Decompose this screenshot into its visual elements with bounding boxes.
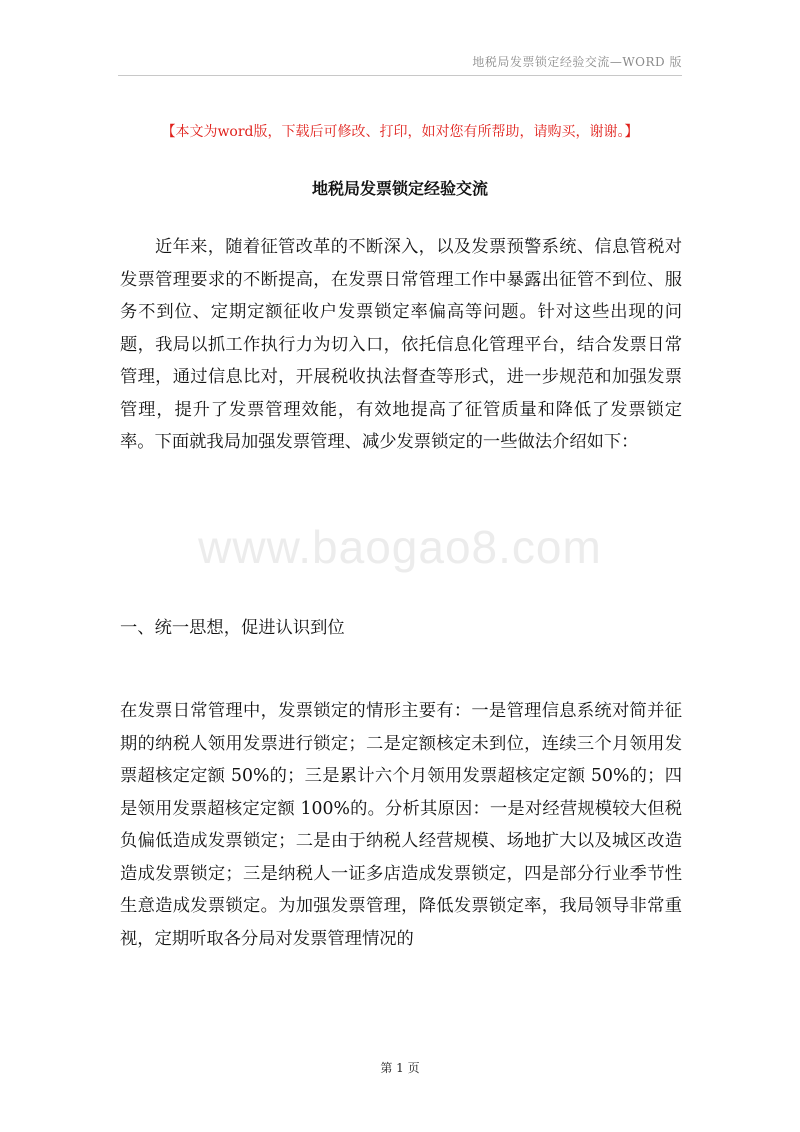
- download-notice: 【本文为word版，下载后可修改、打印，如对您有所帮助，请购买，谢谢。】: [161, 124, 639, 140]
- header-divider: [118, 75, 682, 76]
- intro-paragraph: 近年来，随着征管改革的不断深入，以及发票预警系统、信息管税对发票管理要求的不断提高，在发票日常管理工作中暴露出征管不到位、服务不到位、定期定额征收户发票锁定率偏高等问题。针对这些出现的问题，我局以抓工作执行力为切入口，依托信息化管理平台，结合发票日常管理，通过信息比对，开展税收执法督查等形式，进一步规范和加强发票管理，提升了发票管理效能，有效地提高了征管质量和降低了发票锁定率。下面就我局加强发票管理、减少发票锁定的一些做法介绍如下：: [120, 237, 682, 452]
- watermark: www.baogao8.com: [198, 521, 602, 573]
- section-1-paragraph: 在发票日常管理中，发票锁定的情形主要有：一是管理信息系统对简并征期的纳税人领用发票进行锁定；二是定额核定未到位，连续三个月领用发票超核定定额 50%的；三是累计六个月领用发票超核定定额 50%的；四是领用发票超核定定额 100%的。分析其原因：一是对经营规模较大但税负偏低造成发票锁定；二是由于纳税人经营规模、场地扩大以及城区改造造成发票锁定；三是纳税人一证多店造成发票锁定，四是部分行业季节性生意造成发票锁定。为加强发票管理，降低发票锁定率，我局领导非常重视，定期听取各分局对发票管理情况的: [120, 701, 682, 949]
- section-heading-1: 一、统一思想，促进认识到位: [120, 618, 345, 638]
- running-header: 地税局发票锁定经验交流—WORD 版: [472, 55, 682, 69]
- document-title: 地税局发票锁定经验交流: [311, 179, 488, 198]
- page-number: 第 1 页: [380, 1061, 420, 1075]
